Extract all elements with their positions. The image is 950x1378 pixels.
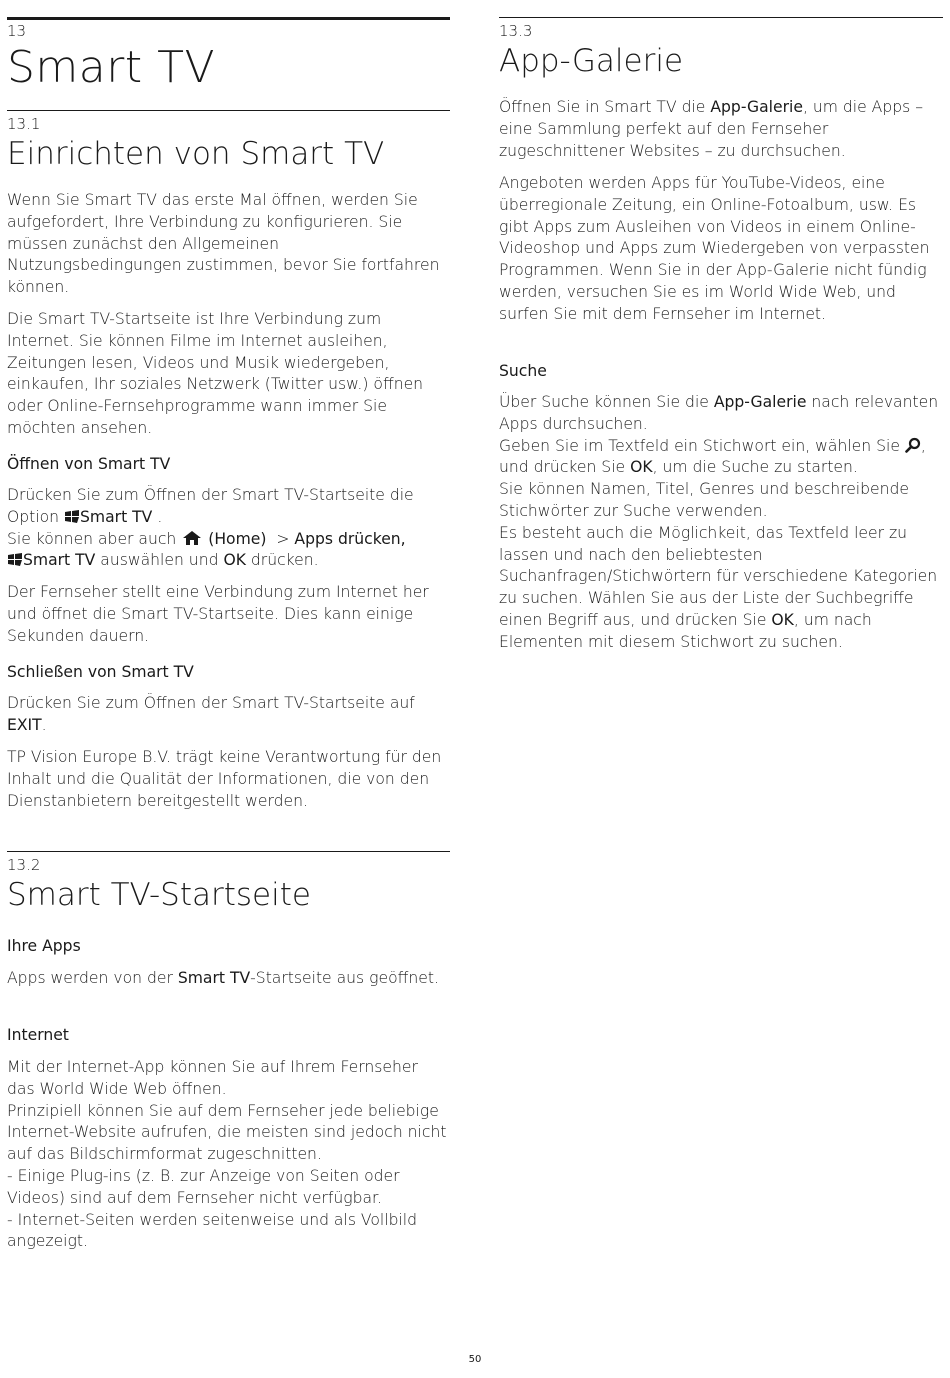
section-title: App-Galerie [499,43,684,79]
subheading-apps: Ihre Apps [7,937,81,955]
section-rule [7,851,450,852]
paragraph-internet: Mit der Internet-App können Sie auf Ihrem Fernseher das World Wide Web öffnen. Prinzipiell können Sie auf dem Fernseher jede beliebige Internet-Website aufrufen, die meisten sind jedoch nicht auf das Bildschirmformat zugeschnitten. - Einige Plug-ins (z. B. zur Anzeige von Seiten oder Videos) sind auf dem Fernseher nicht verfügbar. - Internet-Seiten werden seitenweise und als Vollbild angezeigt. [7,1058,447,1251]
paragraph-intro: Öffnen Sie in Smart TV die App-Galerie, um die Apps – eine Sammlung perfekt auf den Fernseher zugeschnittener Websites – zu durchsuchen. [499,98,924,160]
smart-tv-icon [64,510,80,524]
paragraph: Wenn Sie Smart TV das erste Mal öffnen, werden Sie aufgefordert, Ihre Verbindung zu konfigurieren. Sie müssen zunächst den Allgemeinen Nutzungsbedingungen zustimmen, bevor Sie fortfahren können. [7,191,440,297]
paragraph-apps: Apps werden von der Smart TV-Startseite aus geöffnet. [7,969,439,987]
paragraph: Angeboten werden Apps für YouTube-Videos, eine überregionale Zeitung, ein Online-Fotoalbum, usw. Es gibt Apps zum Ausleihen von Videos in einem Online-Videoshop und Apps zum Wiedergeben von verpassten Programmen. Wenn Sie in der App-Galerie nicht fündig werden, versuchen Sie es im World Wide Web, und surfen Sie mit dem Fernseher im Internet. [499,174,930,323]
home-icon [181,530,203,546]
chapter-title: Smart TV [7,42,216,93]
paragraph-close: Drücken Sie zum Öffnen der Smart TV-Startseite auf EXIT. [7,694,415,734]
section-number: 13.3 [499,22,533,40]
paragraph-open: Drücken Sie zum Öffnen der Smart TV-Startseite die Option Smart TV . Sie können aber auch (Home) > Apps drücken, Smart TV auswählen und OK drücken. [7,486,414,570]
paragraph-search: Über Suche können Sie die App-Galerie nach relevanten Apps durchsuchen. Geben Sie im Textfeld ein Stichwort ein, wählen Sie , und drücken Sie OK, um die Suche zu starten. Sie können Namen, Titel, Genres und beschreibende Stichwörter zur Suche verwenden. Es besteht auch die Möglichkeit, das Textfeld leer zu lassen und nach den beliebtesten Suchanfragen/Stichwörtern für verschiedene Kategorien zu suchen. Wählen Sie aus der Liste der Suchbegriffe einen Begriff aus, und drücken Sie OK, um nach Elementen mit diesem Stichwort zu suchen. [499,393,939,651]
subheading-open: Öffnen von Smart TV [7,455,171,473]
paragraph: Der Fernseher stellt eine Verbindung zum Internet her und öffnet die Smart TV-Startseite. Dies kann einige Sekunden dauern. [7,583,429,645]
section-number: 13.2 [7,856,41,874]
paragraph: Die Smart TV-Startseite ist Ihre Verbindung zum Internet. Sie können Filme im Internet ausleihen, Zeitungen lesen, Videos und Musik wiedergeben, einkaufen, Ihr soziales Netzwerk (Twitter usw.) öffnen oder Online-Fernsehprogramme wann immer Sie möchten ansehen. [7,310,424,437]
search-icon [905,437,921,453]
subheading-internet: Internet [7,1026,69,1044]
chapter-number: 13 [7,22,27,40]
section-rule [499,17,943,18]
section-title: Smart TV-Startseite [7,877,311,913]
smart-tv-icon [7,553,23,567]
paragraph-disclaimer: TP Vision Europe B.V. trägt keine Verantwortung für den Inhalt und die Qualität der Informationen, die von den Dienstanbietern bereitgestellt werden. [7,748,442,810]
section-number: 13.1 [7,115,41,133]
section-title: Einrichten von Smart TV [7,136,385,172]
page-number: 50 [468,1354,482,1365]
subheading-search: Suche [499,362,547,380]
chapter-rule [7,17,450,20]
section-rule [7,110,450,111]
subheading-close: Schließen von Smart TV [7,663,194,681]
